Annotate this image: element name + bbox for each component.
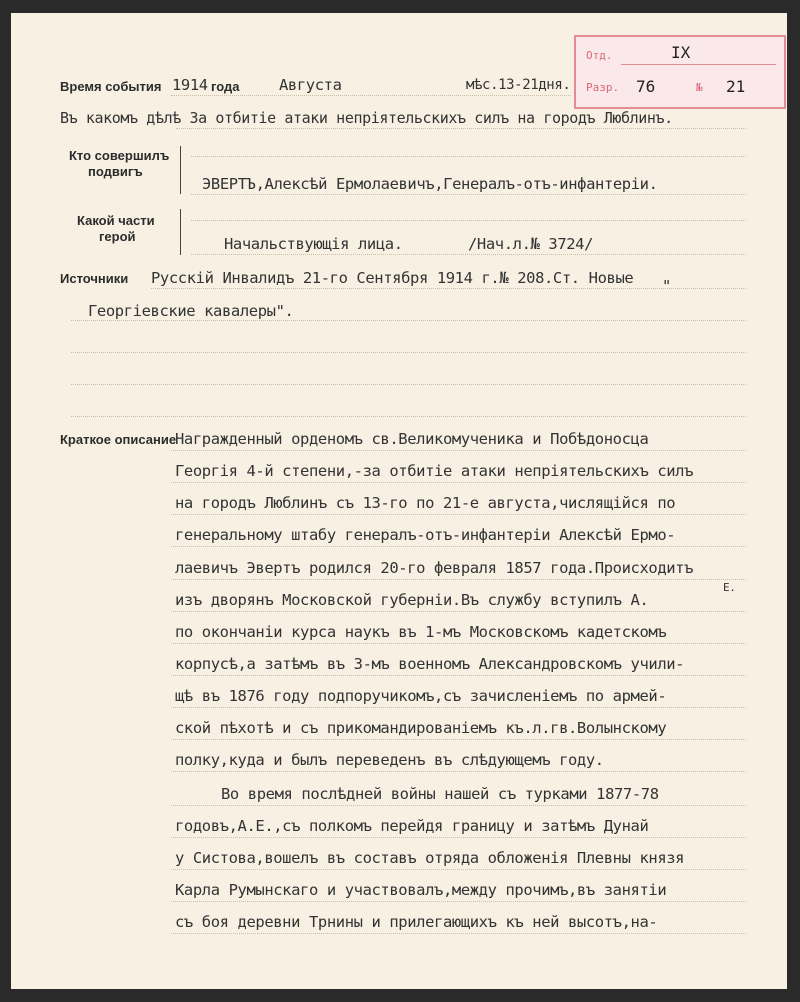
desc-line: полку,куда и былъ переведенъ въ слѣдующемъ году.: [175, 751, 604, 769]
desc-line: Награжденный орденомъ св.Великомученика и Побѣдоносца: [175, 430, 649, 448]
who-label: Кто совершилъ: [69, 148, 170, 163]
time-label: Время события: [60, 79, 162, 94]
case-line: Въ какомъ дѣлѣ За отбитiе атаки непрiятельскихъ силъ на городъ Люблинъ.: [60, 109, 673, 127]
desc-line: изъ дворянъ Московской губернiи.Въ службу вступилъ А.: [175, 591, 649, 609]
sources-label: Источники: [60, 271, 129, 286]
event-month: Августа: [279, 76, 342, 94]
unit-label: Какой части: [77, 213, 155, 228]
stamp-no-label: №: [696, 81, 703, 94]
hero-name: ЭВЕРТЪ,Алексѣй Ермолаевичъ,Генералъ-отъ-инфантерiи.: [202, 175, 658, 193]
event-days: мѣс.13-21дня.: [466, 77, 571, 93]
sources-quote-mark: ": [662, 277, 671, 295]
desc-line: годовъ,А.Е.,съ полкомъ перейдя границу и затѣмъ Дунай: [175, 817, 649, 835]
stamp-no-value: 21: [726, 77, 746, 96]
stamp-razr-value: 76: [636, 77, 656, 96]
unit-label-2: герой: [99, 229, 136, 244]
desc-line: генеральному штабу генералъ-отъ-инфантерiи Алексѣй Ермо-: [175, 526, 676, 544]
desc-line: щѣ въ 1876 году подпоручикомъ,съ зачисленiемъ по армей-: [175, 687, 667, 705]
desc-line: корпусѣ,а затѣмъ въ 3-мъ военномъ Александровскомъ учили-: [175, 655, 685, 673]
desc-line: лаевичъ Эвертъ родился 20-го февраля 1857 года.Происходитъ: [175, 559, 694, 577]
archive-stamp: [574, 35, 786, 109]
desc-line: Во время послѣдней войны нашей съ турками 1877-78: [221, 785, 659, 803]
who-label-2: подвигъ: [88, 164, 143, 179]
unit-bracket: [180, 209, 181, 255]
sources-line-1: Русскiй Инвалидъ 21-го Сентября 1914 г.№ 208.Ст. Новые: [151, 269, 634, 287]
stamp-rule: [621, 64, 776, 65]
desc-line: съ боя деревни Трнины и прилегающихъ къ ней высотъ,на-: [175, 913, 658, 931]
document-page: [11, 13, 787, 989]
unit-ref: /Нач.л.№ 3724/: [468, 235, 594, 253]
year-word: года: [211, 79, 240, 94]
desc-line: у Систова,вошелъ въ составъ отряда обложенiя Плевны князя: [175, 849, 685, 867]
desc-line: Карла Румынскаго и участвовалъ,между прочимъ,въ занятiи: [175, 881, 667, 899]
desc-superscript: Е.: [723, 581, 736, 594]
sources-line-2: Георгiевские кавалеры".: [88, 302, 294, 320]
stamp-otd-label: Отд.: [586, 49, 613, 62]
event-year: 1914: [172, 76, 208, 94]
desc-line: ской пѣхотѣ и съ прикомандированiемъ къ.л.гв.Волынскому: [175, 719, 667, 737]
desc-line: на городъ Люблинъ съ 13-го по 21-е августа,числящiйся по: [175, 494, 676, 512]
stamp-razr-label: Разр.: [586, 81, 620, 94]
stamp-otd-value: IX: [671, 43, 691, 62]
description-label: Краткое описание: [60, 432, 177, 447]
desc-line: по окончанiи курса наукъ въ 1-мъ Московскомъ кадетскомъ: [175, 623, 667, 641]
desc-line: Георгiя 4-й степени,-за отбитiе атаки непрiятельскихъ силъ: [175, 462, 694, 480]
unit-value: Начальствующiя лица.: [224, 235, 403, 253]
who-bracket: [180, 146, 181, 194]
